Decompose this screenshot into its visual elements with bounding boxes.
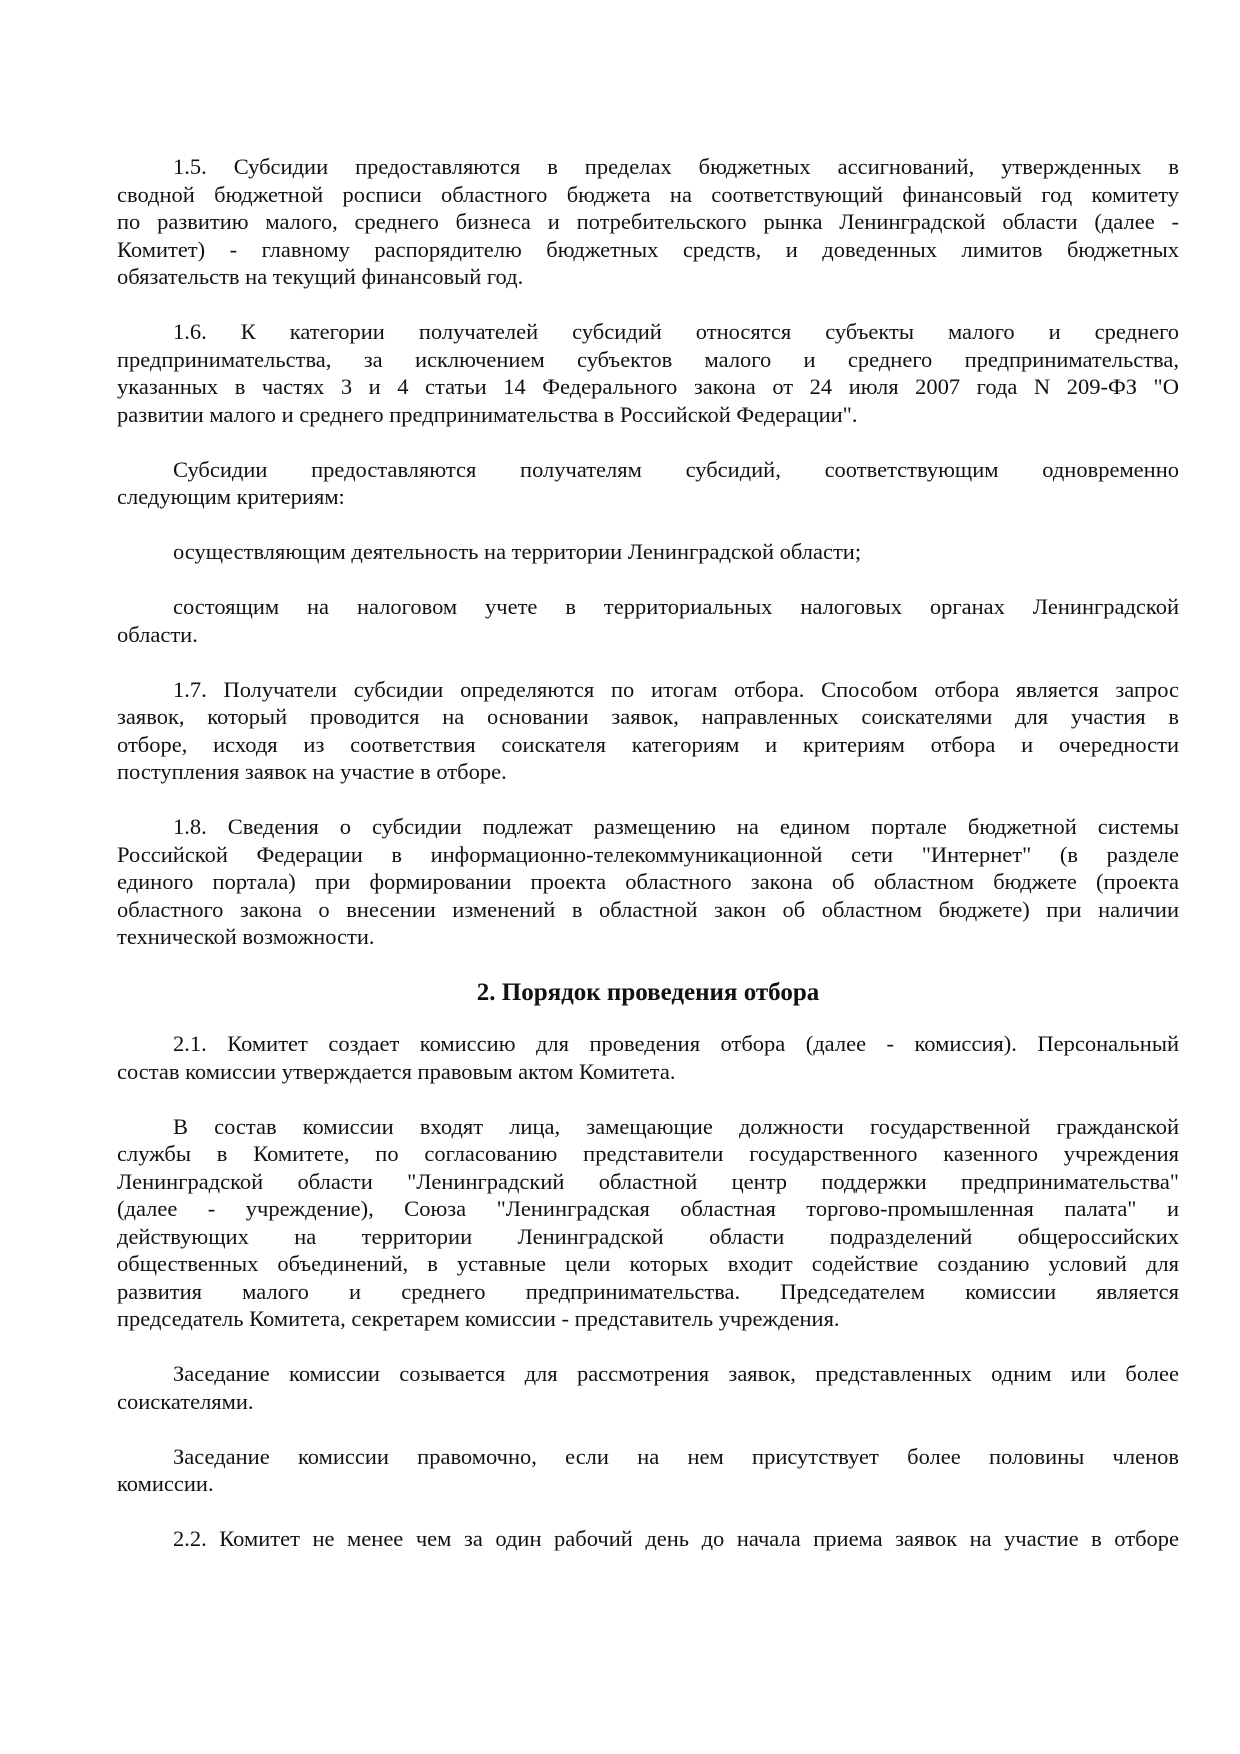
paragraph [117, 1525, 1179, 1553]
text-line: Ленинградской области "Ленинградский областной центр поддержки предпринимательства" [117, 1168, 1179, 1194]
text-line: по развитию малого, среднего бизнеса и потребительского рынка Ленинградской области (далее - [117, 209, 1179, 234]
text-line: отборе, исходя из соответствия соискателя категориям и критериям отбора и очередности [117, 731, 1179, 757]
text-line: общественных объединений, в уставные цели которых входит содействие созданию условий для [117, 1251, 1179, 1276]
text-line: технической возможности. [117, 924, 375, 949]
paragraph [117, 456, 1179, 511]
text-line: 1.8. Сведения о субсидии подлежат размещению на едином портале бюджетной системы [173, 814, 1179, 839]
text-line: В состав комиссии входят лица, замещающие должности государственной гражданской [173, 1113, 1179, 1139]
paragraph [117, 676, 1179, 786]
text-line: единого портала) при формировании проекта областного закона об областном бюджете (проекта [117, 869, 1179, 894]
paragraph [117, 1360, 1179, 1415]
paragraph [117, 593, 1179, 648]
text-line: соискателями. [117, 1388, 254, 1414]
text-line: указанных в частях 3 и 4 статьи 14 Федерального закона от 24 июля 2007 года N 209-ФЗ "О [117, 374, 1179, 399]
paragraph [117, 153, 1179, 291]
text-line: заявок, который проводится на основании заявок, направленных соискателями для участия в [117, 704, 1179, 729]
document-page [117, 153, 1179, 1580]
text-line: председатель Комитета, секретарем комиссии - представитель учреждения. [117, 1306, 840, 1331]
paragraph [117, 1113, 1179, 1333]
text-line: 2.1. Комитет создает комиссию для проведения отбора (далее - комиссия). Персональный [173, 1031, 1179, 1056]
text-line: развития малого и среднего предпринимательства. Председателем комиссии является [117, 1278, 1179, 1304]
text-line: областного закона о внесении изменений в областной закон об областном бюджете) при наличии [117, 896, 1179, 922]
text-line: Заседание комиссии созывается для рассмотрения заявок, представленных одним или более [173, 1361, 1179, 1386]
text-line: 1.6. К категории получателей субсидий относятся субъекты малого и среднего [173, 319, 1179, 344]
paragraph [117, 1030, 1179, 1085]
text-line: (далее - учреждение), Союза "Ленинградская областная торгово-промышленная палата" и [117, 1196, 1179, 1221]
text-line: Российской Федерации в информационно-телекоммуникационной сети "Интернет" (в разделе [117, 841, 1179, 867]
text-line: Заседание комиссии правомочно, если на нем присутствует более половины членов [173, 1443, 1179, 1469]
text-line: службы в Комитете, по согласованию представители государственного казенного учреждения [117, 1141, 1179, 1166]
text-line: 1.7. Получатели субсидии определяются по итогам отбора. Способом отбора является запрос [173, 676, 1179, 702]
paragraph [117, 318, 1179, 428]
text-line: осуществляющим деятельность на территории Ленинградской области; [173, 539, 862, 564]
text-line: комиссии. [117, 1471, 214, 1496]
text-line: сводной бюджетной росписи областного бюджета на соответствующий финансовый год комитету [117, 181, 1179, 207]
text-line: состав комиссии утверждается правовым актом Комитета. [117, 1058, 676, 1084]
text-line: 1.5. Субсидии предоставляются в пределах бюджетных ассигнований, утвержденных в [173, 154, 1179, 179]
paragraph [117, 1443, 1179, 1498]
text-line: предпринимательства, за исключением субъектов малого и среднего предпринимательства, [117, 346, 1179, 372]
paragraph [117, 813, 1179, 951]
text-line: следующим критериям: [117, 484, 345, 509]
text-line: обязательств на текущий финансовый год. [117, 264, 524, 289]
text-line: развитии малого и среднего предпринимательства в Российской Федерации". [117, 401, 858, 427]
paragraph [117, 538, 1179, 566]
section-heading: 2. Порядок проведения отбора [476, 979, 820, 1006]
text-line: 2.2. Комитет не менее чем за один рабочий день до начала приема заявок на участие в отборе [173, 1526, 1179, 1551]
text-line: состоящим на налоговом учете в территориальных налоговых органах Ленинградской [173, 594, 1179, 619]
text-line: Субсидии предоставляются получателям субсидий, соответствующим одновременно [173, 456, 1179, 482]
text-line: области. [117, 621, 198, 647]
text-line: действующих на территории Ленинградской области подразделений общероссийских [117, 1223, 1179, 1249]
text-line: поступления заявок на участие в отборе. [117, 759, 507, 784]
text-line: Комитет) - главному распорядителю бюджетных средств, и доведенных лимитов бюджетных [117, 236, 1179, 262]
